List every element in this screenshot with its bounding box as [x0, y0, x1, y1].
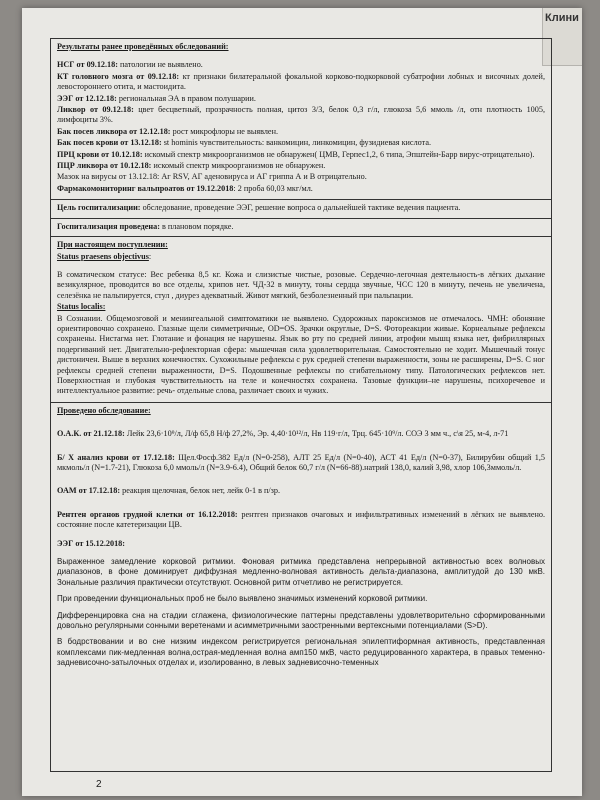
- eeg-label: ЭЭГ от 15.12.2018:: [57, 538, 125, 548]
- report-frame: [50, 38, 552, 772]
- somatic-status: В соматическом статусе: Вес ребенка 8,5 кг. Кожа и слизистые чистые, розовые. Сердечно-легочная деятельность-в лёгких дыхание везикулярное, проводится во все отделы, хрипов нет. ЧД-32 в минуту, тоны сердца звучные, ЧСС 120 в минуту, печень не увеличена, селезёнка не пальпируется, стул , диурез адекватный. Живот мягкий, безболезненный при пальпации.: [57, 269, 545, 300]
- page-number: 2: [96, 779, 102, 790]
- prev-result-label: ЭЭГ от 12.12.18:: [57, 93, 117, 103]
- prev-result-text: искомый спектр микроорганизмов не обнаружен( ЦМВ, Герпес1,2, 6 типа, Эпштейн-Барр вирус-отрицательно).: [142, 149, 535, 159]
- prev-result-line: [57, 60, 545, 70]
- prev-result-line: [57, 172, 545, 182]
- prev-result-line: [57, 184, 545, 194]
- prev-result-text: кт признаки билатеральной фокальной корково-подкорковой субатрофии лобных и височных долей, левостороннего отита, и мастоидита.: [57, 71, 545, 92]
- hosp-section: [51, 219, 551, 237]
- oak-text: Лейк 23,6·10⁹/л, Л/ф 65,8 Н/ф 27,2%, Эр. 4,40·10¹²/л, Нв 119·г/л, Трц. 645·10⁹/л. СОЭ 3 мм ч., с\я 25, м-4, л-71: [124, 429, 509, 439]
- biochem-text: Щел.Фосф.382 Ед/л (N=0-258), АЛТ 25 Ед/л (N=0-40), АСТ 41 Ед/л (N=0-37), Билирубин общий 1,5 мкмоль/л (N=1.7-21), Глюкоза 6,0 ммоль/л (N=3.9-6.4), Общий белок 60,7 г/л (N=66-88).натрий 138,0, калий 3,98, хлор 106,3ммоль/л.: [57, 452, 545, 472]
- prev-result-label: ПРЦ крови от 10.12.18:: [57, 149, 143, 159]
- status-praesens-colon: :: [148, 251, 152, 261]
- prev-result-text: : 2 проба 60,03 мкг/мл.: [233, 183, 313, 193]
- biochem-label: Б/ Х анализ крови от 17.12.18:: [57, 452, 175, 462]
- prev-result-label: Бак посев ликвора от 12.12.18:: [57, 126, 171, 136]
- oam-label: ОАМ от 17.12.18:: [57, 486, 121, 496]
- oak-label: О.А.К. от 21.12.18:: [57, 429, 125, 439]
- prev-result-text: искомый спектр микроорганизмов не обнаружен.: [151, 161, 326, 171]
- prev-result-text: цвет бесцветный, прозрачность полная, цитоз 3/3, белок 0,3 г/л, глюкоза 5,6 ммоль /л, отн плотность 1005, лимфоциты 3%.: [57, 105, 545, 125]
- status-localis-text: В Сознании. Общемозговой и менингеальной симптоматики не выявлено. Судорожных пароксизмов не отмечалось. ЧМН: обоняние ориентировочно сохранено. Глазные щели симметричные, OD=OS. Зрачки округлые, D=S. Фотореакции живые. Корнеальные рефлексы сохранены. Нистагма нет. Глотание и фонация не нарушены. Язык во рту по средней линии, атрофии мышц языка нет, фибриллярных подергиваний нет. Двигательно-рефлекторная сфера: мышечная сила удовлетворительная. Самостоятельно не ходит. Мышечный тонус дистоничен. Выше в верхних конечностях. Сухожильные рефлексы с рук средней степени выраженности, зоны не расширены, D=S. С ног рефлексы средней степени выраженности, D=S. Подошвенные рефлексы по сгибательному типу. Патологических рефлексов нет. Поверхностная и глубокая чувствительность на теле и конечностях сохранена. Тазовые функции–не нарушены, психоречевое и интеллектуальное развитие: речь- отдельные слова, различает своих и чужих.: [57, 313, 545, 396]
- prev-result-line: [57, 161, 545, 171]
- goal-text: обследование, проведение ЭЭГ, решение вопроса о дальнейшей тактике ведения пациента.: [140, 203, 461, 213]
- prev-result-text: патологии не выявлено.: [117, 60, 203, 70]
- status-localis-label: Status localis:: [57, 302, 106, 312]
- exam-section: [51, 403, 551, 679]
- prev-result-label: Ликвор от 09.12.18:: [57, 105, 134, 115]
- prev-result-label: Фармакомониторинг вальпроатов от 19.12.2018: [57, 183, 234, 193]
- oam-text: реакция щелочная, белок нет, лейк 0-1 в п/зр.: [120, 486, 281, 496]
- hosp-text: в плановом порядке.: [159, 221, 234, 231]
- goal-label: Цель госпитализации:: [57, 203, 141, 213]
- prev-result-label: Бак посев крови от 13.12.18:: [57, 138, 162, 148]
- prev-result-label: КТ головного мозга от 09.12.18:: [57, 71, 180, 81]
- prev-result-text: Мазок на вирусы от 13.12.18: Аг RSV, АГ аденовируса и АГ гриппа А и В отрицательно.: [57, 172, 367, 182]
- prev-result-text: рост микрофлоры не выявлен.: [170, 126, 278, 136]
- eeg-paragraph: Выраженное замедление корковой ритмики. Фоновая ритмика представлена непрерывной активностью всех волновых диапазонов, в фоне доминирует диффузная медленно-волновая активность дельта-диапазона, амплитудой до 130 мкВ. Зональные различия практически отсутствуют. Основной ритм отчетливо не регистрируется.: [57, 557, 545, 587]
- prev-results-section: [51, 39, 551, 200]
- prev-result-line: [57, 94, 545, 104]
- exam-title: Проведено обследование:: [57, 405, 151, 415]
- prev-result-text: региональная ЭА в правом полушарии.: [116, 93, 256, 103]
- admission-title: При настоящем поступлении:: [57, 240, 168, 250]
- prev-results-list: [57, 60, 545, 194]
- prev-result-label: НСГ от 09.12.18:: [57, 60, 118, 70]
- prev-result-line: [57, 105, 545, 126]
- eeg-paragraphs: [57, 557, 545, 669]
- xray-text: рентген признаков очаговых и инфильтративных изменений в лёгких не выявлено. состояние после катетеризации ЦВ.: [57, 509, 546, 530]
- goal-section: [51, 200, 551, 218]
- corner-tab: Клини: [542, 8, 582, 66]
- prev-result-label: ПЦР ликвора от 10.12.18:: [57, 161, 152, 171]
- prev-result-line: [57, 72, 545, 93]
- xray-label: Рентген органов грудной клетки от 16.12.2018:: [57, 509, 238, 519]
- hosp-label: Госпитализация проведена:: [57, 221, 160, 231]
- prev-result-line: [57, 150, 545, 160]
- document-page: [22, 8, 582, 796]
- eeg-paragraph: Дифференцировка сна на стадии сглажена, физиологические паттерны представлены удовлетворительно сформированными довольно регулярными сонными веретенами и асимметричными заостренными вертексными потенциалами (S>D).: [57, 610, 545, 631]
- eeg-paragraph: В бодрствовании и во сне низким индексом регистрируется региональная эпилептиформная активность, представленная комплексами пик-медленная волна,острая-медленная волна амп150 мкВ, часто редуцированного характера, в правых теменно-задневисочно-затылочных отделах и, изолированно, в левых задневисочно-теменных: [57, 637, 545, 668]
- status-praesens-label: Status praesens objectivus: [57, 251, 149, 261]
- admission-section: [51, 237, 551, 403]
- prev-result-text: st hominis чувствительность: ванкомицин, линкомицин, фузидиевая кислота.: [161, 138, 432, 148]
- prev-result-line: [57, 138, 545, 148]
- prev-result-line: [57, 127, 545, 137]
- eeg-paragraph: При проведении функциональных проб не было выявлено значимых изменений корковой ритмики.: [57, 594, 428, 604]
- prev-results-title: Результаты ранее проведённых обследований:: [57, 42, 229, 51]
